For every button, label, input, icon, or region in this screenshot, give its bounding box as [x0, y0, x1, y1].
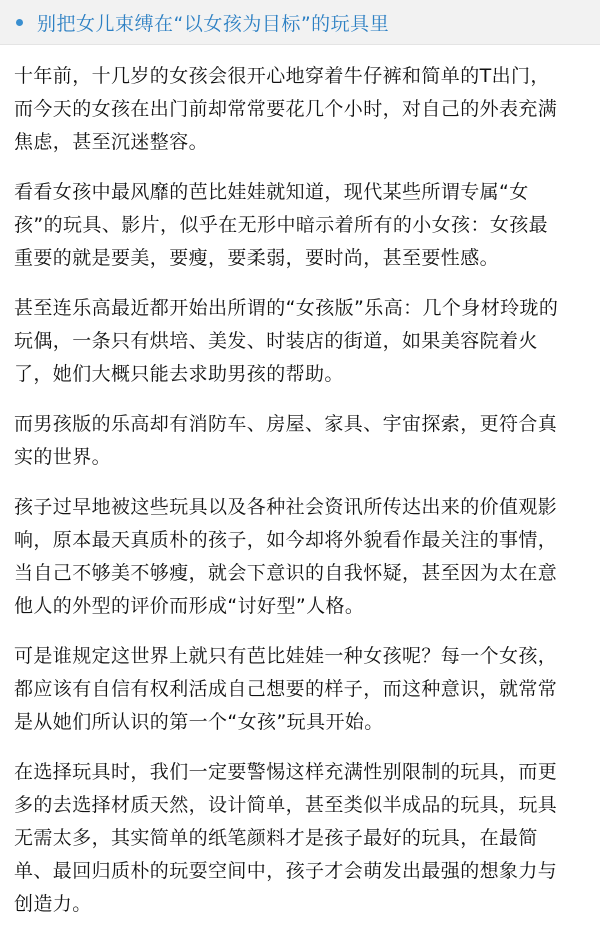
paragraph-line: 可是谁规定这世界上就只有芭比娃娃一种女孩呢？每一个女孩， [14, 645, 558, 667]
paragraph-line: 而男孩版的乐高却有消防车、房屋、家具、宇宙探索，更符合真 [14, 413, 558, 435]
paragraph-line: 实的世界。 [14, 446, 112, 468]
paragraph-line: 焦虑，甚至沉迷整容。 [14, 131, 209, 153]
paragraph-line: 在选择玩具时，我们一定要警惕这样充满性别限制的玩具，而更 [14, 761, 558, 783]
bullet-dot-icon [16, 19, 23, 26]
paragraph-line: 是从她们所认识的第一个“女孩”玩具开始。 [14, 711, 384, 733]
paragraph-line: 看看女孩中最风靡的芭比娃娃就知道，现代某些所谓专属“女 [14, 181, 529, 203]
paragraph [14, 408, 594, 474]
paragraph [14, 756, 594, 921]
paragraph-line: 他人的外型的评价而形成“讨好型”人格。 [14, 595, 365, 617]
paragraph-line: 都应该有自信有权利活成自己想要的样子，而这种意识，就常常 [14, 678, 558, 700]
paragraph-line: 多的去选择材质天然，设计简单，甚至类似半成品的玩具，玩具 [14, 794, 558, 816]
paragraph-line: 当自己不够美不够瘦，就会下意识的自我怀疑，甚至因为太在意 [14, 562, 558, 584]
section-heading-bar [0, 0, 600, 45]
article-body [14, 60, 594, 938]
paragraph-line: 响，原本最天真质朴的孩子，如今却将外貌看作最关注的事情， [14, 529, 558, 551]
paragraph [14, 176, 594, 275]
paragraph [14, 292, 594, 391]
paragraph-line: 十年前，十几岁的女孩会很开心地穿着牛仔裤和简单的T出门， [14, 65, 550, 87]
paragraph [14, 640, 594, 739]
paragraph-line: 创造力。 [14, 893, 92, 915]
paragraph-line: 玩偶，一条只有烘培、美发、时装店的街道，如果美容院着火 [14, 330, 538, 352]
paragraph-line: 孩”的玩具、影片，似乎在无形中暗示着所有的小女孩：女孩最 [14, 214, 549, 236]
paragraph [14, 60, 594, 159]
paragraph-line: 甚至连乐高最近都开始出所谓的“女孩版”乐高：几个身材玲珑的 [14, 297, 559, 319]
paragraph-line: 重要的就是要美，要瘦，要柔弱，要时尚，甚至要性感。 [14, 247, 500, 269]
paragraph-line: 了，她们大概只能去求助男孩的帮助。 [14, 363, 344, 385]
section-heading: 别把女儿束缚在“以女孩为目标”的玩具里 [37, 12, 390, 35]
paragraph-line: 而今天的女孩在出门前却常常要花几个小时，对自己的外表充满 [14, 98, 558, 120]
paragraph-line: 无需太多，其实简单的纸笔颜料才是孩子最好的玩具，在最简 [14, 827, 538, 849]
paragraph [14, 491, 594, 623]
paragraph-line: 孩子过早地被这些玩具以及各种社会资讯所传达出来的价值观影 [14, 496, 558, 518]
paragraph-line: 单、最回归质朴的玩耍空间中，孩子才会萌发出最强的想象力与 [14, 860, 558, 882]
